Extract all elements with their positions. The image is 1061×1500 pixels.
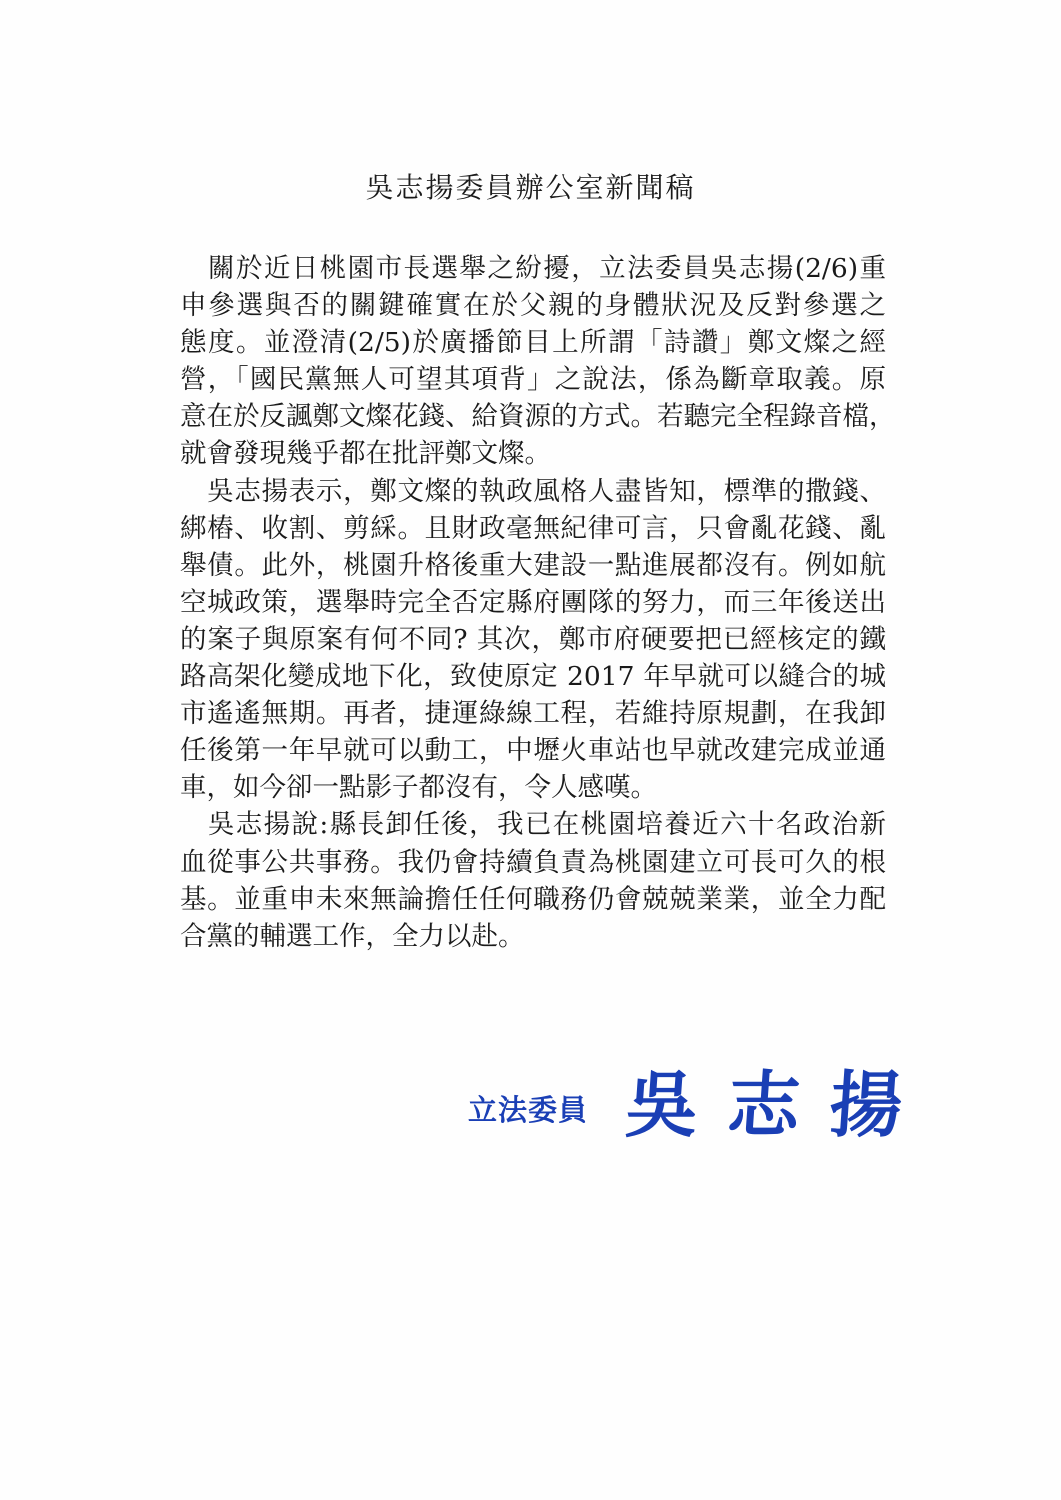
document-body bbox=[180, 250, 896, 955]
paragraph-line: 路高架化變成地下化，致使原定 2017 年早就可以縫合的城 bbox=[180, 661, 886, 693]
paragraph-line: 態度。並澄清(2/5)於廣播節目上所謂「詩讚」鄭文燦之經 bbox=[180, 327, 886, 359]
paragraph-line: 營，「國民黨無人可望其項背」之說法，係為斷章取義。原 bbox=[180, 364, 886, 396]
signature-title: 立法委員 bbox=[468, 1093, 589, 1127]
paragraph-line: 合黨的輔選工作，全力以赴。 bbox=[180, 920, 525, 952]
signature-name: 吳志揚 bbox=[623, 1062, 936, 1147]
paragraph-2 bbox=[180, 473, 886, 807]
paragraph-line: 的案子與原案有何不同? 其次，鄭市府硬要把已經核定的鐵 bbox=[180, 623, 886, 655]
paragraph-3 bbox=[180, 806, 886, 954]
paragraph-line: 就會發現幾乎都在批評鄭文燦。 bbox=[180, 438, 551, 470]
paragraph-line: 空城政策，選舉時完全否定縣府團隊的努力，而三年後送出 bbox=[180, 586, 886, 618]
paragraph-line: 申參選與否的關鍵確實在於父親的身體狀況及反對參選之 bbox=[180, 290, 886, 322]
paragraph-line: 意在於反諷鄭文燦花錢、給資源的方式。若聽完全程錄音檔， bbox=[180, 401, 896, 433]
paragraph-line: 車，如今卻一點影子都沒有，令人感嘆。 bbox=[180, 772, 657, 804]
paragraph-line: 市遙遙無期。再者，捷運綠線工程，若維持原規劃，在我卸 bbox=[180, 698, 886, 730]
paragraph-1 bbox=[180, 250, 896, 473]
paragraph-line: 基。並重申未來無論擔任任何職務仍會兢兢業業，並全力配 bbox=[180, 883, 886, 915]
paragraph-line: 吳志揚說:縣長卸任後，我已在桃園培養近六十名政治新 bbox=[180, 809, 886, 841]
paragraph-line: 血從事公共事務。我仍會持續負責為桃園建立可長可久的根 bbox=[180, 846, 886, 878]
paragraph-line: 綁樁、收割、剪綵。且財政毫無紀律可言，只會亂花錢、亂 bbox=[180, 512, 886, 544]
signature-block bbox=[468, 1062, 968, 1162]
document-title: 吳志揚委員辦公室新聞稿 bbox=[365, 171, 696, 204]
paragraph-line: 關於近日桃園市長選舉之紛擾，立法委員吳志揚(2/6)重 bbox=[180, 253, 886, 284]
paragraph-line: 舉債。此外，桃園升格後重大建設一點進展都沒有。例如航 bbox=[180, 549, 886, 581]
paragraph-line: 吳志揚表示，鄭文燦的執政風格人盡皆知，標準的撒錢、 bbox=[180, 475, 886, 507]
paragraph-line: 任後第一年早就可以動工，中壢火車站也早就改建完成並通 bbox=[180, 735, 886, 767]
